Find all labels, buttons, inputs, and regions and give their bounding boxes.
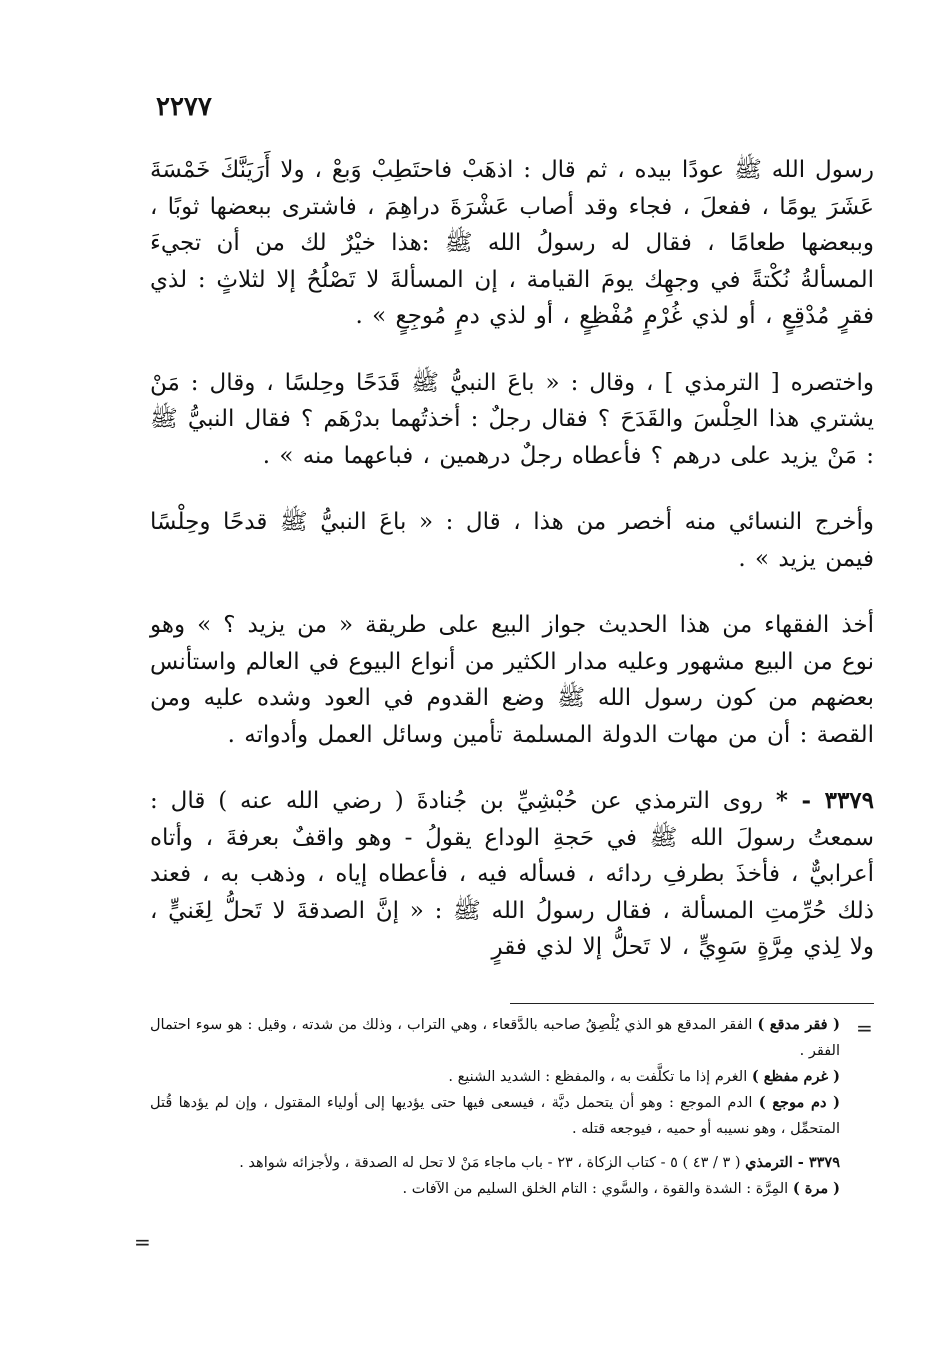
footnote-source-3379 [150, 1150, 840, 1176]
paragraph-fiqh-commentary: أخذ الفقهاء من هذا الحديث جواز البيع على طريقة « من يزيد ؟ » وهو نوع من البيع مشهور وعليه مدار الكثير من أنواع البيوع في العالم واستأنس بعضهم من كون رسول الله ﷺ وضع القدوم في العود وشده عليه ومن القصة : أن من مهات الدولة المسلمة تأمين وسائل العمل وأدواته . [150, 612, 874, 748]
main-text [150, 152, 874, 996]
footnote-ghurm-mufzi [150, 1064, 840, 1090]
paragraph-continuation: رسول الله ﷺ عودًا بيده ، ثم قال : اذهَبْ فاحتَطِبْ وَبعْ ، ولا أَرَيَنَّكَ خَمْسَةَ عَشَرَ يومًا ، ففعلَ ، فجاء وقد أصاب عَشْرَةَ دراهِمَ ، فاشترى ببعضها ثوبًا ، وببعضها طعامًا ، فقال له رسولُ الله ﷺ :هذا خيْرٌ لك من أن تجيءَ المسألةُ نُكْتةً في وجهِك يومَ القيامة ، إن المسألةَ لا تَصْلُحُ إلا لثلاثٍ : لذي فقرٍ مُدْقِعٍ ، أو لذي غُرْمٍ مُفْظِعٍ ، أو لذي دمٍ مُوجِعٍ » . [150, 157, 874, 329]
footnotes [150, 1012, 840, 1202]
hadith-text: روى الترمذي عن حُبْشِيِّ بن جُنادةَ ( رضي الله عنه ) قال : سمعتُ رسولَ الله ﷺ في حَجةِ الوداع يقولُ - وهو واقفٌ بعرفةَ ، وأتاه أعرابيٌّ ، فأخذَ بطرفِ ردائه ، فسأله فيه ، فأعطاه إياه ، وذهب به ، فعند ذلك حُرِّمتِ المسألة ، فقال رسولُ الله ﷺ : « إنَّ الصدقةَ لا تَحلُّ لِغَنيٍّ ، ولا لِذي مِرَّةٍ سَوِيٍّ ، لا تَحلُّ إلا لذي فقرٍ [150, 788, 874, 960]
footnote-text: الدم الموجع : وهو أن يتحمل ديَّة ، فيسعى فيها حتى يؤديها إلى أولياء المقتول ، وإن لم يؤدها قُتل المتحمِّل ، وهو نسيبه أو حميه ، فيوجعه قتله . [150, 1095, 840, 1137]
paragraph-tirmidhi-summary: واختصره [ الترمذي ] ، وقال : « باعَ النبيُّ ﷺ قَدَحًا وحِلسًا ، وقال : مَنْ يشتري هذا الحِلْسَ والقَدَحَ ؟ فقال رجلٌ : أخذتُهما بدرْهَم ؟ فقال النبيُّ ﷺ : مَنْ يزيد على درهم ؟ فأعطاه رجلٌ درهمين ، فباعهما منه » . [150, 369, 874, 469]
footnote-term: ٣٣٧٩ - الترمذي [745, 1154, 840, 1171]
hadith-number: ٣٣٧٩ - * [775, 787, 875, 814]
footnote-faqr-mudqi [150, 1012, 840, 1064]
continuation-mark-top: = [856, 1016, 873, 1040]
footnote-mirra [150, 1176, 840, 1202]
page-number: ٢٢٧٧ [156, 92, 212, 122]
paragraph-nasai: وأخرج النسائي منه أخصر من هذا ، قال : « باعَ النبيُّ ﷺ قدحًا وحِلْسًا فيمن يزيد » . [150, 509, 874, 572]
hadith-entry [150, 783, 874, 966]
footnote-term: ( دم موجع ) [758, 1094, 841, 1111]
continuation-mark-bottom: = [134, 1230, 151, 1254]
footnote-separator [510, 1003, 874, 1004]
footnote-text: الغرم إذا ما تكلَّفت به ، والمفظع : الشديد الشنيع . [448, 1069, 752, 1085]
footnote-text: المِرَّة : الشدة والقوة ، والسَّوي : التام الخلق السليم من الآفات . [402, 1181, 793, 1197]
footnote-term: ( غرم مفظع ) [751, 1068, 840, 1085]
footnote-text: الفقر المدقع هو الذي يُلْصِقُ صاحبه بالدَّقعاء ، وهي التراب ، وذلك من شدته ، وقيل : هو سوء احتمال الفقر . [150, 1017, 840, 1059]
footnote-term: ( فقر مدقع ) [757, 1016, 840, 1033]
footnote-dam-muji [150, 1090, 840, 1142]
footnote-term: ( مرة ) [792, 1180, 840, 1197]
footnote-text: ( ٣ / ٤٣ ) ٥ - كتاب الزكاة ، ٢٣ - باب ماجاء مَنْ لا تحل له الصدقة ، ولأجزائه شواهد . [239, 1155, 746, 1171]
